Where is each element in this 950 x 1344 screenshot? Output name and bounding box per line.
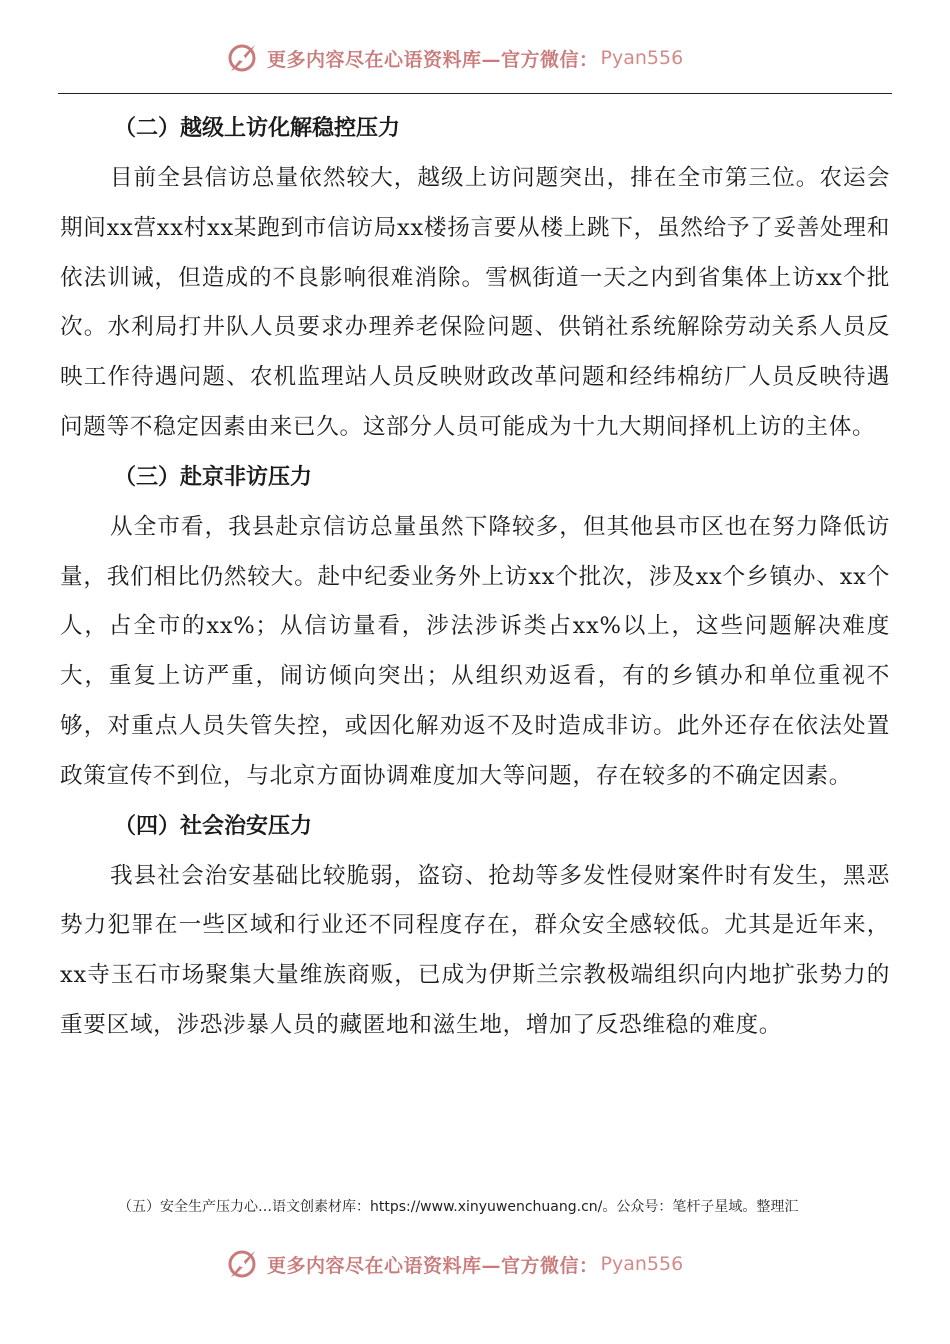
banner-text: 更多内容尽在心语资料库—官方微信： (267, 1254, 599, 1277)
quill-logo-icon (225, 41, 259, 75)
quill-logo-icon (225, 1247, 259, 1281)
banner-wechat-id: Pyan556 (600, 47, 684, 69)
section-heading: （二）越级上访化解稳控压力 (114, 116, 401, 141)
header-rule (58, 93, 892, 94)
section-paragraph: 目前全县信访总量依然较大，越级上访问题突出，排在全市第三位。农运会期间xx营xx村xx某跑到市信访局xx楼扬言要从楼上跳下，虽然给予了妥善处理和依法训诫，但造成的不良影响很难消除。雪枫街道一天之内到省集体上访xx个批次。水利局打井队人员要求办理养老保险问题、供销社系统解除劳动关系人员反映工作待遇问题、农机监理站人员反映财政改革问题和经纬棉纺厂人员反映待遇问题等不稳定因素由来已久。这部分人员可能成为十九大期间择机上访的主体。 (60, 165, 890, 440)
banner-text: 更多内容尽在心语资料库—官方微信： (267, 48, 599, 71)
document-body (60, 104, 890, 1051)
section-heading: （四）社会治安压力 (114, 813, 313, 839)
footnote-text: （五）安全生产压力心…语文创素材库：https://www.xinyuwenchuang.cn/。公众号：笔杆子星域。整理汇 (118, 1199, 799, 1215)
section-heading: （三）赴京非访压力 (114, 464, 313, 490)
section-paragraph: 从全市看，我县赴京信访总量虽然下降较多，但其他县市区也在努力降低访量，我们相比仍然较大。赴中纪委业务外上访xx个批次，涉及xx个乡镇办、xx个人，占全市的xx%；从信访量看，涉法涉诉类占xx%以上，这些问题解决难度大，重复上访严重，闹访倾向突出；从组织劝返看，有的乡镇办和单位重视不够，对重点人员失管失控，或因化解劝返不及时造成非访。此外还存在依法处置政策宣传不到位，与北京方面协调难度加大等问题，存在较多的不确定因素。 (60, 513, 890, 789)
section-paragraph: 我县社会治安基础比较脆弱，盗窃、抢劫等多发性侵财案件时有发生，黑恶势力犯罪在一些区域和行业还不同程度存在，群众安全感较低。尤其是近年来，xx寺玉石市场聚集大量维族商贩，已成为伊斯兰宗教极端组织向内地扩张势力的重要区域，涉恐涉暴人员的藏匿地和滋生地，增加了反恐维稳的难度。 (60, 862, 890, 1038)
header-banner (225, 38, 683, 78)
footer-banner (225, 1244, 683, 1284)
banner-wechat-id: Pyan556 (600, 1253, 684, 1275)
